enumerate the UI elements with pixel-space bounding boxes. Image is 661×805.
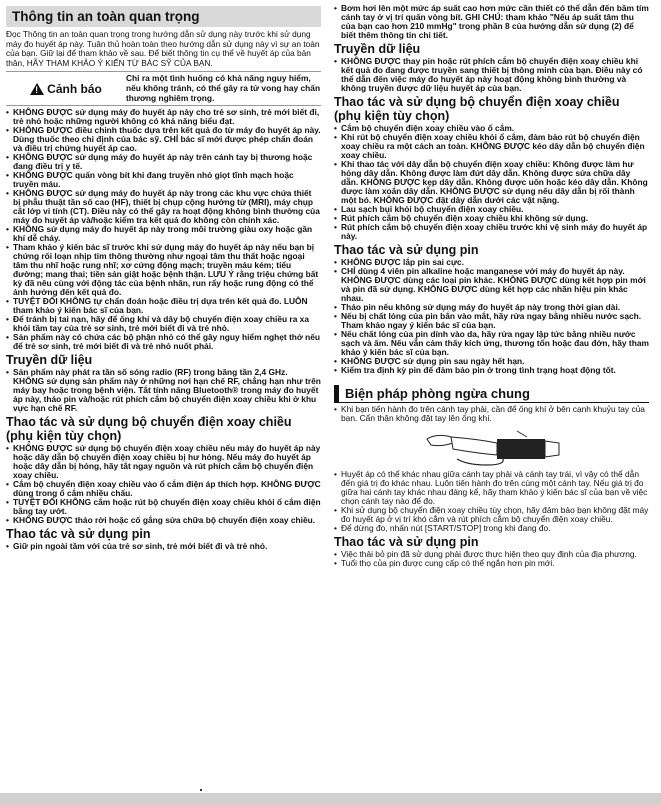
list-item: • Rút phích cắm bộ chuyển điện xoay chiều trước khi vệ sinh máy đo huyết áp này. [334,223,649,241]
right-column [334,4,649,568]
arm-cuff-illustration [334,425,649,467]
list-item: • Huyết áp có thể khác nhau giữa cánh tay phải và cánh tay trái, vì vậy có thể dẫn đến giá trị đo khác nhau. Luôn tiến hành đo trên cùng một cánh tay. Nếu giá trị đo giữa hai cánh tay khác nhau đáng kể, hãy tham khảo ý kiến bác sĩ của bạn về việc chọn cánh tay nào để đo. [334,470,649,506]
list-item: • Khi thao tác với dây dẫn bộ chuyển điện xoay chiều: Không được làm hư hỏng dây dẫn. Không được làm đứt dây dẫn. Không được sửa chữa dây dẫn. KHÔNG ĐƯỢC kẹp dây dẫn. Không được uốn hoặc kéo dây dẫn. Không được làm xoắn dây dẫn. KHÔNG ĐƯỢC sử dụng nếu dây dẫn bị rối thành một bó. KHÔNG ĐƯỢC đặt dây dẫn dưới các vật nặng. [334,160,649,205]
list-item: • Nếu chất lỏng của pin dính vào da, hãy rửa ngay lập tức bằng nhiều nước sạch và ấm. Nếu vẫn cảm thấy kích ứng, thương tổn hoặc đau đớn, hãy tham khảo ý kiến bác sĩ của bạn. [334,330,649,357]
warning-label: Cảnh báo [47,81,102,96]
list-item: • KHÔNG sử dụng máy đo huyết áp này trong môi trường giàu oxy hoặc gần khí dễ cháy. [6,225,321,243]
list-item: • Sản phẩm này có chứa các bộ phận nhỏ có thể gây nguy hiểm nghẹt thở nếu để trẻ sơ sinh, trẻ mới biết đi và trẻ nhỏ nuốt phải. [6,333,321,351]
ac-adapter-list [6,444,321,525]
precautions-list-a [334,405,649,423]
list-item: • KHÔNG ĐƯỢC thay pin hoặc rút phích cắm bộ chuyển điện xoay chiều khi kết quả đo đang được truyền sang thiết bị thông minh của bạn. Điều này có thể dẫn đến việc máy đo huyết áp này hoạt động không bình thường và không truyền được dữ liệu huyết áp của bạn. [334,57,649,93]
list-item: • CHỈ dùng 4 viên pin alkaline hoặc manganese với máy đo huyết áp này. KHÔNG ĐƯỢC dùng các loại pin khác. KHÔNG ĐƯỢC dùng kết hợp pin mới và pin đã sử dụng. KHÔNG ĐƯỢC dùng kết hợp các nhãn hiệu pin khác nhau. [334,267,649,303]
warning-triangle-icon: ! [30,83,44,95]
list-item: • Tháo pin nếu không sử dụng máy đo huyết áp này trong thời gian dài. [334,303,649,312]
warning-header [6,82,126,96]
list-item: • Giữ pin ngoài tầm với của trẻ sơ sinh, trẻ mới biết đi và trẻ nhỏ. [6,542,321,551]
list-item: • Khi rút bộ chuyển điện xoay chiều khỏi ổ cắm, đảm bảo rút bộ chuyển điện xoay chiều ra một cách an toàn. KHÔNG ĐƯỢC kéo dây dẫn bộ chuyển điện xoay chiều. [334,133,649,160]
list-item: • KHÔNG ĐƯỢC quấn vòng bít khi đang truyền nhỏ giọt tĩnh mạch hoặc truyền máu. [6,171,321,189]
list-item: • KHÔNG ĐƯỢC sử dụng pin sau ngày hết hạn. [334,357,649,366]
list-item: • Cắm bộ chuyển điện xoay chiều vào ổ cắm điện áp thích hợp. KHÔNG ĐƯỢC dùng trong ổ cắm nhiều chấu. [6,480,321,498]
list-item: • Bơm hơi lên một mức áp suất cao hơn mức cần thiết có thể dẫn đến bầm tím cánh tay ở vị trí quấn vòng bít. GHI CHÚ: tham khảo "Nếu áp suất tâm thu của bạn cao hơn 210 mmHg" trong phần 8 của hướng dẫn sử dụng (2) để biết thêm thông tin chi tiết. [334,4,649,40]
safety-intro: Đọc Thông tin an toàn quan trọng trong hướng dẫn sử dụng này trước khi sử dụng máy đo huyết áp này. Tuân thủ hoàn toàn theo hướng dẫn sử dụng này vì sự an toàn của bạn. Giữ lại để tham khảo về sau. Để biết thông tin cụ thể về huyết áp của bản thân, HÃY THAM KHẢO Ý KIẾN TỪ BÁC SỸ CỦA BẠN. [6,29,320,68]
left-column [6,4,321,551]
battery-list-right [334,258,649,375]
data-transfer-list [6,368,321,413]
list-item: • Để dừng đo, nhấn nút [START/STOP] trong khi đang đo. [334,524,649,533]
data-transfer-title: Truyền dữ liệu [6,353,93,368]
list-item: • KHÔNG ĐƯỢC sử dụng máy đo huyết áp này cho trẻ sơ sinh, trẻ mới biết đi, trẻ nhỏ hoặc những người không có khả năng biểu đạt. [6,108,321,126]
list-item: • KHÔNG ĐƯỢC sử dụng bộ chuyển điện xoay chiều nếu máy đo huyết áp này hoặc dây dẫn bộ chuyển điện xoay chiều bị hư hỏng. Nếu máy đo huyết áp hoặc dây dẫn bị hỏng, hãy tắt ngay nguồn và rút phích cắm bộ chuyển điện xoay chiều. [6,444,321,480]
list-item: • Việc thải bỏ pin đã sử dụng phải được thực hiện theo quy định của địa phương. [334,550,649,559]
list-item: • KHÔNG ĐƯỢC sử dụng máy đo huyết áp này trên cánh tay bị thương hoặc đang điều trị y tế. [6,153,321,171]
data-transfer-title-right: Truyền dữ liệu [334,42,421,56]
list-item: • Để tránh bị tai nạn, hãy để ống khí và dây bộ chuyển điện xoay chiều ra xa khỏi tầm tay của trẻ sơ sinh, trẻ mới biết đi và trẻ nhỏ. [6,315,321,333]
list-item: • Cắm bộ chuyển điện xoay chiều vào ổ cắm. [334,124,649,133]
battery-title-right: Thao tác và sử dụng pin [334,243,479,257]
ac-adapter-list-right [334,124,649,241]
list-item: • TUYỆT ĐỐI KHÔNG tự chẩn đoán hoặc điều trị dựa trên kết quả đo. LUÔN tham khảo ý kiến bác sĩ của bạn. [6,297,321,315]
arm-cuff-icon [417,425,567,467]
list-item: • KHÔNG ĐƯỢC điều chỉnh thuốc dựa trên kết quả đo từ máy đo huyết áp này. Dùng thuốc theo chỉ định của bác sỹ. CHỈ bác sĩ mới được phép chẩn đoán và điều trị chứng huyết áp cao. [6,126,321,153]
list-item: • Sản phẩm này phát ra tần số sóng radio (RF) trong băng tần 2,4 GHz. KHÔNG sử dụng sản phẩm này ở những nơi hạn chế RF, chẳng hạn như trên máy bay hoặc trong bệnh viện. Tắt tính năng Bluetooth® trong máy đo huyết áp này, tháo pin và/hoặc rút phích cắm bộ chuyển điện xoay chiều khi ở khu vực hạn chế RF. [6,368,321,413]
battery-title: Thao tác và sử dụng pin [6,527,151,542]
list-item: • Lau sạch bụi khỏi bộ chuyển điện xoay chiều. [334,205,649,214]
bottom-band [0,793,661,805]
precautions-list-b [334,470,649,533]
battery-precautions-list [334,550,649,568]
list-item: • Khi sử dụng bộ chuyển điện xoay chiều tùy chọn, hãy đảm bảo bạn không đặt máy đo huyết áp ở vị trí khó cắm và rút phích cắm bộ chuyển điện xoay chiều. [334,506,649,524]
list-item: • Rút phích cắm bộ chuyển điện xoay chiều khi không sử dụng. [334,214,649,223]
page-mark [200,789,202,791]
list-item: • Tham khảo ý kiến bác sĩ trước khi sử dụng máy đo huyết áp này nếu bạn bị chứng rối loạn nhịp tim thông thường như ngoại tâm thu thất hoặc ngoại tâm thu nhĩ hoặc rung nhĩ; xơ cứng động mạch; truyền máu kém; tiểu đường; mang thai; tiền sản giật hoặc bệnh thận. LƯU Ý rằng triệu chứng bất kỳ đã nêu cùng với động tác của bệnh nhân, run rẩy hoặc rung động có thể ảnh hưởng đến kết quả đo. [6,243,321,297]
battery-title-precautions: Thao tác và sử dụng pin [334,535,479,549]
list-item: • Khi bạn tiến hành đo trên cánh tay phải, cần để ống khí ở bên cạnh khuỷu tay của bạn. Cẩn thận không đặt tay lên ống khí. [334,405,649,423]
safety-info-title: Thông tin an toàn quan trọng [6,6,321,27]
list-item: • KHÔNG ĐƯỢC tháo rời hoặc cố gắng sửa chữa bộ chuyển điện xoay chiều. [6,516,321,525]
warning-list [6,108,321,351]
list-item: • TUYỆT ĐỐI KHÔNG cắm hoặc rút bộ chuyển điện xoay chiều khỏi ổ cắm điện bằng tay ướt. [6,498,321,516]
list-item: • Kiểm tra định kỳ pin để đảm bảo pin ở trong tình trạng hoạt động tốt. [334,366,649,375]
warning-definition: Chỉ ra một tình huống có khả năng nguy hiểm, nếu không tránh, có thể gây ra tử vong hay chấn thương nghiêm trọng. [126,73,321,103]
battery-list [6,542,321,551]
warning-box [6,71,321,106]
ac-adapter-title-right: Thao tác và sử dụng bộ chuyển điện xoay chiều (phụ kiện tùy chọn) [334,95,620,123]
pressure-list [334,4,649,40]
data-transfer-list-right [334,57,649,93]
list-item: • Tuổi thọ của pin được cung cấp có thể ngắn hơn pin mới. [334,559,649,568]
list-item: • KHÔNG ĐƯỢC lắp pin sai cực. [334,258,649,267]
list-item: • KHÔNG ĐƯỢC sử dụng máy đo huyết áp này trong các khu vực chứa thiết bị phẫu thuật tần số cao (HF), thiết bị chụp cộng hưởng từ (MRI), máy chụp cắt lớp vi tính (CT). Điều này có thể gây ra hoạt động không bình thường của máy đo huyết áp và/hoặc kiểm tra kết quả đo không còn chính xác. [6,189,321,225]
ac-adapter-title: Thao tác và sử dụng bộ chuyển điện xoay chiều (phụ kiện tùy chọn) [6,415,292,444]
list-item: • Nếu bị chất lỏng của pin bắn vào mắt, hãy rửa ngay bằng nhiều nước sạch. Tham khảo ngay ý kiến bác sĩ của bạn. [334,312,649,330]
general-precautions-title: Biện pháp phòng ngừa chung [334,385,649,403]
